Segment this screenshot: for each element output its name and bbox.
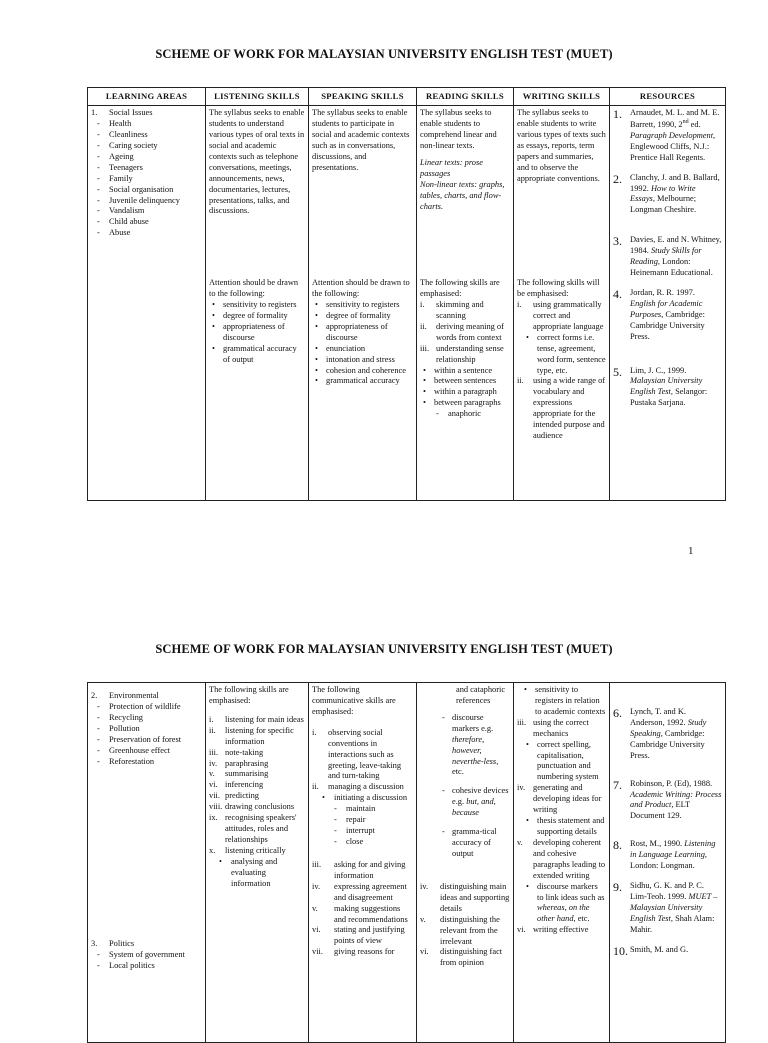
reading-cell (417, 106, 514, 501)
reading-dash-list (420, 409, 510, 420)
list-item: • degree of formality (312, 311, 413, 322)
list-item: - Reforestation (91, 757, 202, 768)
list-item: • grammatical accuracy (312, 376, 413, 387)
writing-bullets (517, 740, 606, 784)
writing-bullets (517, 685, 606, 718)
topic-heading: 2. Environmental (91, 691, 159, 700)
list-item: vi. writing effective (517, 925, 589, 935)
list-item: - Social organisation (91, 185, 202, 196)
list-item: vi. inferencing (209, 780, 264, 790)
reading-nonlinear-texts: Non-linear texts: graphs, tables, charts, and flow-charts. (420, 179, 505, 211)
listening-skills-list (209, 715, 305, 857)
list-item: - Local politics (91, 961, 202, 972)
listening-bullets (209, 857, 305, 890)
list-item: • between sentences (420, 376, 510, 387)
list-item: - Recycling (91, 713, 202, 724)
resource-item: 10. Smith, M. and G. (613, 943, 689, 958)
list-item: • correct forms i.e. tense, agreement, word form, sentence type, etc. (523, 333, 606, 377)
resource-item: 9. Sidhu, G. K. and P. C. Lim-Teoh. 1999. MUET – Malaysian University English Test, Shah Alam: Mahir. (613, 880, 718, 934)
list-item: • intonation and stress (312, 355, 413, 366)
reading-skills-list (420, 300, 510, 366)
list-item: • enunciation (312, 344, 413, 355)
header-listening-skills: LISTENING SKILLS (206, 88, 309, 106)
list-item: - anaphoric (430, 409, 510, 420)
list-item: vii. predicting (209, 791, 259, 801)
topic-list (91, 702, 202, 768)
writing-cell (514, 106, 610, 501)
content-row (88, 683, 726, 1043)
list-item: i. skimming and scanning (420, 300, 484, 320)
list-item: vii. giving reasons for (312, 947, 395, 957)
speaking-dash-list (312, 804, 413, 848)
resources-cell (610, 106, 726, 501)
list-item: v. summarising (209, 769, 269, 779)
list-item: vi. stating and justifying points of view (312, 925, 405, 946)
list-item: • grammatical accuracy of output (209, 344, 305, 366)
writing-skills-list (517, 300, 606, 333)
list-item: v. distinguishing the relevant from the irrelevant (420, 914, 500, 946)
resource-item: 4. Jordan, R. R. 1997. English for Academic Purposes, Cambridge: Cambridge University Press. (613, 286, 705, 341)
list-item: ix. recognising speakers' attitudes, roles and relationships (209, 813, 297, 844)
list-item: • sensitivity to registers (312, 300, 413, 311)
resource-item: 7. Robinson, P. (Ed), 1988. Academic Writing: Process and Product, ELT Document 129. (613, 777, 722, 821)
list-item: • within a sentence (420, 366, 510, 377)
list-item: • sensitivity to registers in relation to academic contexts (521, 685, 606, 718)
header-resources: RESOURCES (610, 88, 726, 106)
writing-skills-list-2 (517, 376, 606, 442)
list-item: - Abuse (91, 228, 202, 239)
list-item: iv. paraphrasing (209, 758, 269, 768)
list-item: iii. asking for and giving information (312, 859, 406, 880)
list-item: vi. distinguishing fact from opinion (420, 947, 503, 968)
scheme-table-page2 (87, 682, 726, 1043)
list-item: • initiating a discussion (312, 793, 413, 804)
header-reading-skills: READING SKILLS (417, 88, 514, 106)
listening-bullets (209, 300, 305, 366)
list-item: i. observing social conventions in interactions such as greeting, leave-taking and turn-taking (312, 727, 402, 781)
listening-intro: The syllabus seeks to enable students to understand various types of oral texts in social and academic contexts such as telephone conversations, meetings, announcements, news, documentaries, lectures, presentations, talks, and discussions. (209, 108, 305, 216)
resource-item: 1. Arnaudet, M. L. and M. E. Barrett, 1990, 2nd ed. Paragraph Development, Englewood Cliffs, N.J.: Prentice Hall Regents. (613, 107, 720, 162)
resource-item: 8. Rost, M., 1990. Listening in Language Learning, London: Longman. (613, 838, 716, 871)
listening-emphasis: The following skills are emphasised: (209, 685, 289, 705)
list-item: • appropriateness of discourse (312, 322, 413, 344)
list-item: ii. using a wide range of vocabulary and expressions appropriate for the intended purpose and audience (517, 376, 606, 441)
list-item: • within a paragraph (420, 387, 510, 398)
scheme-table-page1 (87, 87, 726, 501)
speaking-bullets (312, 793, 413, 804)
list-item: - Protection of wildlife (91, 702, 202, 713)
listening-cell (206, 683, 309, 1043)
list-item: - Vandalism (91, 206, 202, 217)
resource-item: 2. Clanchy, J. and B. Ballard, 1992. How to Write Essays, Melbourne; Longman Cheshire. (613, 171, 720, 215)
list-item: - maintain (328, 804, 413, 815)
listening-cell (206, 106, 309, 501)
list-item: v. developing coherent and cohesive paragraphs leading to extended writing (517, 837, 606, 880)
header-speaking-skills: SPEAKING SKILLS (309, 88, 417, 106)
list-item: • analysing and evaluating information (209, 857, 305, 890)
list-item: iii. understanding sense relationship (420, 343, 504, 364)
list-item: ii. deriving meaning of words from context (420, 321, 504, 342)
speaking-skills-list (312, 728, 413, 794)
resource-item: 3. Davies, E. and N. Whitney, 1984. Study Skills for Reading, London: Heinemann Educational. (613, 234, 722, 278)
list-item: - Cleanliness (91, 130, 202, 141)
resource-item: 5. Lim, J. C., 1999. Malaysian University English Test, Selangor: Pustaka Sarjana. (613, 364, 708, 408)
list-item: i. using grammatically correct and appropriate language (517, 300, 604, 331)
list-item: v. making suggestions and recommendations (312, 903, 408, 924)
speaking-attention: Attention should be drawn to the following: (312, 278, 410, 299)
reading-linear-texts: Linear texts: prose passages (420, 157, 483, 178)
list-item: - Pollution (91, 724, 202, 735)
header-row (88, 88, 726, 106)
reading-cell (417, 683, 514, 1043)
topic-list (91, 119, 202, 239)
list-item: • sensitivity to registers (209, 300, 305, 311)
list-item: • degree of formality (209, 311, 305, 322)
list-item: x. listening critically (209, 845, 286, 855)
speaking-skills-list-2 (312, 860, 413, 958)
list-item: • thesis statement and supporting details (523, 816, 606, 838)
list-item: • discourse markers to link ideas such as whereas, on the other hand, etc. (523, 882, 606, 926)
header-writing-skills: WRITING SKILLS (514, 88, 610, 106)
list-item: - cohesive devices e.g. but, and, because (440, 786, 510, 819)
speaking-cell (309, 106, 417, 501)
list-item: iv. distinguishing main ideas and supporting details (420, 881, 510, 913)
list-item: iv. generating and developing ideas for writing (517, 783, 602, 815)
writing-bullets (517, 816, 606, 838)
reading-skills-list (420, 882, 510, 969)
page-title: SCHEME OF WORK FOR MALAYSIAN UNIVERSITY ENGLISH TEST (MUET) (155, 642, 613, 656)
content-row (88, 106, 726, 501)
list-item: iv. expressing agreement and disagreement (312, 881, 407, 902)
list-item: - Greenhouse effect (91, 746, 202, 757)
list-item: i. listening for main ideas (209, 714, 304, 724)
list-item: • correct spelling, capitalisation, punctuation and numbering system (523, 740, 606, 784)
list-item: • appropriateness of discourse (209, 322, 305, 344)
list-item: ii. managing a discussion (312, 782, 404, 792)
resources-cell (610, 683, 726, 1043)
list-item: viii. drawing conclusions (209, 802, 295, 812)
list-item: - gramma-tical accuracy of output (440, 827, 510, 860)
page-title: SCHEME OF WORK FOR MALAYSIAN UNIVERSITY ENGLISH TEST (MUET) (155, 47, 613, 61)
resource-item: 6. Lynch, T. and K. Anderson, 1992. Study Speaking, Cambridge: Cambridge University Press. (613, 706, 707, 760)
speaking-bullets (312, 300, 413, 387)
writing-bullets (517, 333, 606, 377)
list-item: • between paragraphs (420, 398, 510, 409)
list-item: ii. listening for specific information (209, 725, 294, 746)
list-item: iii. note-taking (209, 747, 264, 757)
list-item: - Caring society (91, 141, 202, 152)
list-item: iii. using the correct mechanics (517, 717, 589, 738)
reading-dash-list (420, 713, 510, 860)
writing-emphasis: The following skills will be emphasised: (517, 278, 600, 299)
list-item: - Ageing (91, 152, 202, 163)
list-item: - repair (328, 815, 413, 826)
list-item: - Child abuse (91, 217, 202, 228)
list-item: - Juvenile delinquency (91, 196, 202, 207)
learning-areas-cell (88, 106, 206, 501)
list-item: - discourse markers e.g. therefore, however, neverthe-less, etc. (440, 713, 510, 779)
speaking-intro: The syllabus seeks to enable students to participate in social and academic contexts such as in conversations, discussions, and presentations. (312, 108, 410, 172)
topic-heading: 1. Social Issues (91, 108, 153, 118)
list-item: - Family (91, 174, 202, 185)
reading-intro-block (420, 108, 510, 278)
speaking-emphasis: The following communicative skills are emphasised: (312, 685, 396, 716)
writing-intro: The syllabus seeks to enable students to write various types of texts such as essays, reports, term papers and summaries, and to observe the appropriate conventions. (517, 108, 606, 183)
listening-attention: Attention should be drawn to the following: (209, 278, 299, 299)
reading-bullets (420, 366, 510, 410)
reading-intro: The syllabus seeks to enable students to comprehend linear and non-linear texts. (420, 108, 497, 150)
writing-skills-list (517, 925, 606, 936)
writing-skills-list (517, 838, 606, 882)
list-item: - System of government (91, 950, 202, 961)
page-number: 1 (688, 545, 694, 557)
list-item: - Teenagers (91, 163, 202, 174)
learning-areas-cell (88, 683, 206, 1043)
reading-continued: and cataphoric references (456, 685, 506, 705)
list-item: - Preservation of forest (91, 735, 202, 746)
topic-list (91, 950, 202, 972)
header-learning-areas: LEARNING AREAS (88, 88, 206, 106)
speaking-cell (309, 683, 417, 1043)
list-item: - interrupt (328, 826, 413, 837)
writing-skills-list (517, 783, 606, 816)
writing-skills-list (517, 718, 606, 740)
list-item: - Health (91, 119, 202, 130)
list-item: • cohesion and coherence (312, 366, 413, 377)
topic-heading: 3. Politics (91, 939, 135, 949)
writing-bullets (517, 882, 606, 926)
reading-emphasis: The following skills are emphasised: (420, 278, 500, 299)
list-item: - close (328, 837, 413, 848)
writing-cell (514, 683, 610, 1043)
